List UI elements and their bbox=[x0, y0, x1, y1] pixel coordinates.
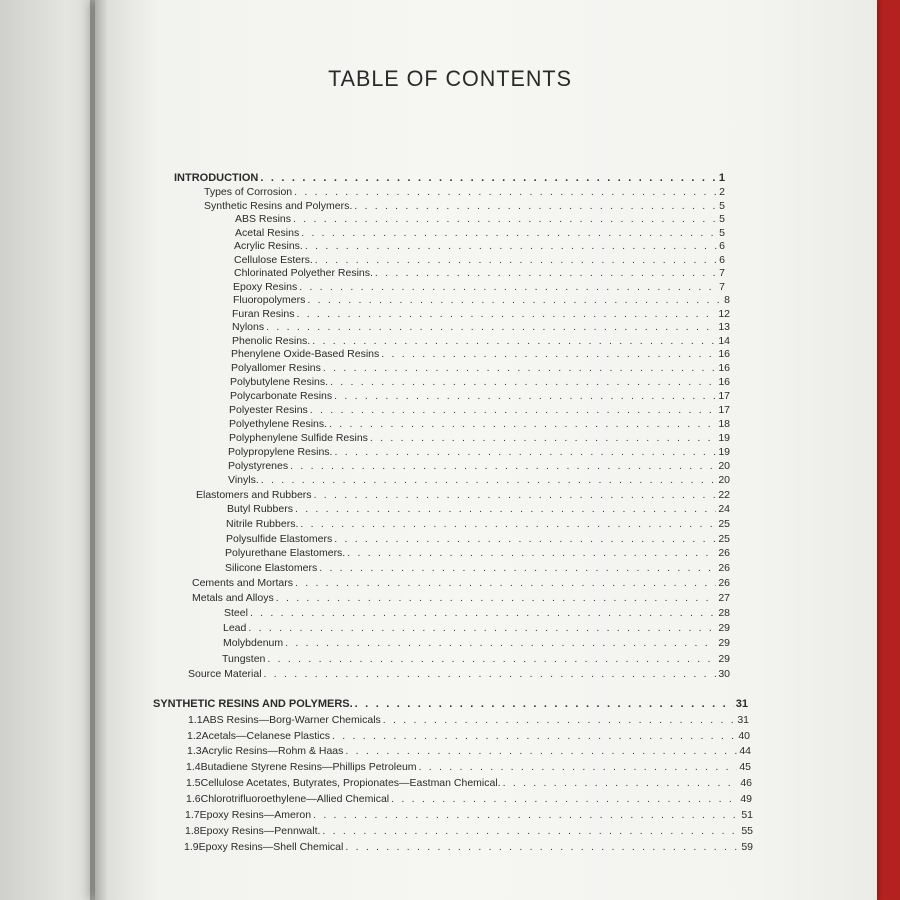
toc-entry bbox=[186, 793, 752, 806]
toc-page-number: 20 bbox=[718, 474, 730, 486]
toc-label: Acrylic Resins. bbox=[234, 240, 303, 252]
leader-dots bbox=[381, 348, 716, 361]
toc-entry bbox=[185, 809, 753, 822]
toc-page-number: 45 bbox=[739, 761, 751, 773]
toc-label: Polypropylene Resins. bbox=[228, 446, 333, 458]
toc-label: Cements and Mortars bbox=[192, 577, 293, 589]
toc-label: Fluoropolymers bbox=[233, 294, 306, 306]
toc-label: Epoxy Resins—Ameron bbox=[199, 809, 312, 821]
toc-page-number: 17 bbox=[718, 404, 730, 416]
toc-label: Phenylene Oxide-Based Resins bbox=[231, 348, 380, 360]
toc-page-number: 30 bbox=[718, 668, 730, 680]
leader-dots bbox=[313, 809, 739, 822]
toc-label: Lead bbox=[223, 622, 247, 634]
toc-entry bbox=[186, 777, 752, 790]
leader-dots bbox=[296, 308, 716, 321]
toc-entry bbox=[226, 518, 730, 531]
toc-label: Types of Corrosion bbox=[204, 186, 293, 198]
leader-dots bbox=[391, 793, 738, 806]
toc-number: 1.5 bbox=[186, 777, 201, 789]
toc-page-number: 27 bbox=[718, 592, 730, 604]
toc-page-number: 5 bbox=[719, 200, 725, 212]
toc-label: Chlorinated Polyether Resins. bbox=[234, 267, 373, 279]
toc-entry bbox=[227, 503, 730, 516]
toc-label: Polyphenylene Sulfide Resins bbox=[229, 432, 368, 444]
toc-number: 1.1 bbox=[188, 714, 203, 726]
toc-page-number: 7 bbox=[719, 281, 725, 293]
toc-entry bbox=[231, 348, 730, 361]
leader-dots bbox=[345, 745, 737, 758]
leader-dots bbox=[323, 362, 716, 375]
toc-heading-synthetic-resins bbox=[153, 698, 748, 711]
toc-page-number: 26 bbox=[718, 547, 730, 559]
toc-label: Epoxy Resins—Shell Chemical bbox=[198, 841, 344, 853]
toc-label: Acetal Resins bbox=[235, 227, 300, 239]
toc-number: 1.9 bbox=[184, 841, 199, 853]
toc-page-number: 16 bbox=[718, 348, 730, 360]
toc-page-number: 46 bbox=[740, 777, 752, 789]
toc-label: Polybutylene Resins. bbox=[230, 376, 329, 388]
toc-entry bbox=[188, 668, 730, 681]
toc-entry bbox=[235, 227, 725, 240]
toc-entry bbox=[223, 622, 730, 635]
leader-dots bbox=[261, 474, 717, 487]
toc-page-number: 59 bbox=[741, 841, 753, 853]
toc-label: Phenolic Resins. bbox=[232, 335, 311, 347]
leader-dots bbox=[299, 281, 717, 294]
toc-label: Polystyrenes bbox=[228, 460, 289, 472]
toc-label: Metals and Alloys bbox=[192, 592, 274, 604]
toc-label: Polysulfide Elastomers bbox=[226, 533, 333, 545]
toc-page-number: 12 bbox=[718, 308, 730, 320]
toc-page-number: 29 bbox=[718, 653, 730, 665]
leader-dots bbox=[310, 404, 717, 417]
page-title: TABLE OF CONTENTS bbox=[328, 66, 572, 91]
toc-number: 1.3 bbox=[187, 745, 202, 757]
toc-entry bbox=[184, 841, 753, 854]
toc-entry bbox=[231, 362, 730, 375]
leader-dots bbox=[314, 489, 717, 502]
toc-label: Source Material bbox=[188, 668, 262, 680]
toc-entry bbox=[226, 533, 730, 546]
toc-label: Molybdenum bbox=[223, 637, 284, 649]
toc-page-number: 1 bbox=[718, 172, 725, 184]
toc-label: Cellulose Acetates, Butyrates, Propionates—Eastman Chemical. bbox=[200, 777, 501, 789]
toc-label: Acrylic Resins—Rohm & Haas bbox=[201, 745, 344, 757]
toc-number: 1.7 bbox=[185, 809, 200, 821]
toc-label: Synthetic Resins and Polymers. bbox=[204, 200, 353, 212]
leader-dots bbox=[290, 460, 716, 473]
leader-dots bbox=[329, 418, 716, 431]
toc-page-number: 26 bbox=[718, 577, 730, 589]
toc-label: Furan Resins bbox=[232, 308, 295, 320]
toc-entry bbox=[232, 308, 730, 321]
toc-page-number: 6 bbox=[719, 254, 725, 266]
toc-entry bbox=[234, 267, 725, 280]
toc-label: Butyl Rubbers bbox=[227, 503, 293, 515]
toc-label: ABS Resins—Borg-Warner Chemicals bbox=[202, 714, 381, 726]
toc-page-number: 28 bbox=[718, 607, 730, 619]
leader-dots bbox=[315, 254, 717, 267]
toc-number: 1.8 bbox=[185, 825, 200, 837]
leader-dots bbox=[334, 390, 716, 403]
toc-entry bbox=[230, 390, 730, 403]
leader-dots bbox=[285, 637, 716, 650]
toc-entry bbox=[234, 240, 725, 253]
toc-entry bbox=[225, 562, 730, 575]
toc-number: 1.4 bbox=[186, 761, 201, 773]
toc-page-number: 31 bbox=[735, 698, 748, 710]
leader-dots bbox=[260, 172, 717, 185]
toc-entry bbox=[204, 186, 725, 199]
toc-page-number: 14 bbox=[718, 335, 730, 347]
toc-entry bbox=[192, 592, 730, 605]
toc-page-number: 24 bbox=[718, 503, 730, 515]
leader-dots bbox=[293, 213, 717, 226]
toc-page-number: 6 bbox=[719, 240, 725, 252]
toc-label: Cellulose Esters. bbox=[234, 254, 313, 266]
leader-dots bbox=[266, 321, 716, 334]
toc-page-number: 49 bbox=[740, 793, 752, 805]
leader-dots bbox=[294, 186, 717, 199]
toc-label: Tungsten bbox=[222, 653, 266, 665]
leader-dots bbox=[322, 825, 739, 838]
leader-dots bbox=[334, 446, 716, 459]
toc-entry bbox=[186, 761, 751, 774]
toc-entry bbox=[196, 489, 730, 502]
toc-page-number: 8 bbox=[724, 294, 730, 306]
toc-page-number: 16 bbox=[718, 362, 730, 374]
toc-entry bbox=[225, 547, 730, 560]
leader-dots bbox=[345, 841, 739, 854]
toc-entry bbox=[223, 637, 730, 650]
toc-label: Epoxy Resins bbox=[233, 281, 298, 293]
toc-heading-introduction bbox=[174, 172, 725, 185]
toc-page-number: 26 bbox=[718, 562, 730, 574]
toc-page-number: 29 bbox=[718, 622, 730, 634]
leader-dots bbox=[307, 294, 722, 307]
toc-label: Polyethylene Resins. bbox=[229, 418, 328, 430]
toc-entry bbox=[224, 607, 730, 620]
toc-label: INTRODUCTION bbox=[174, 172, 259, 184]
leader-dots bbox=[355, 698, 734, 711]
toc-label: Polyurethane Elastomers. bbox=[225, 547, 346, 559]
toc-page-number: 55 bbox=[741, 825, 753, 837]
toc-entry bbox=[229, 418, 730, 431]
toc-entry bbox=[233, 281, 725, 294]
toc-label: Acetals—Celanese Plastics bbox=[201, 730, 330, 742]
leader-dots bbox=[347, 547, 716, 560]
toc-entry bbox=[230, 376, 730, 389]
toc-entry bbox=[232, 321, 730, 334]
toc-entry bbox=[232, 335, 730, 348]
toc-page-number: 19 bbox=[718, 432, 730, 444]
leader-dots bbox=[370, 432, 716, 445]
toc-entry bbox=[233, 294, 730, 307]
leader-dots bbox=[248, 622, 716, 635]
toc-label: Nylons bbox=[232, 321, 265, 333]
leader-dots bbox=[301, 227, 717, 240]
toc-label: Polyester Resins bbox=[229, 404, 308, 416]
leader-dots bbox=[312, 335, 716, 348]
toc-entry bbox=[188, 714, 749, 727]
toc-label: Butadiene Styrene Resins—Phillips Petroleum bbox=[200, 761, 417, 773]
toc-entry bbox=[192, 577, 730, 590]
toc-page-number: 2 bbox=[719, 186, 725, 198]
toc-label: Chlorotrifluoroethylene—Allied Chemical bbox=[200, 793, 390, 805]
leader-dots bbox=[264, 668, 717, 681]
toc-label: Epoxy Resins—Pennwalt. bbox=[199, 825, 321, 837]
leader-dots bbox=[300, 518, 716, 531]
toc-entry bbox=[228, 460, 730, 473]
toc-page-number: 22 bbox=[718, 489, 730, 501]
toc-page-number: 31 bbox=[737, 714, 749, 726]
toc-entry bbox=[229, 432, 730, 445]
leader-dots bbox=[330, 376, 716, 389]
toc-page-number: 19 bbox=[718, 446, 730, 458]
toc-entry bbox=[228, 446, 730, 459]
toc-page-number: 29 bbox=[718, 637, 730, 649]
leader-dots bbox=[267, 653, 716, 666]
leader-dots bbox=[383, 714, 736, 727]
toc-page-number: 25 bbox=[718, 533, 730, 545]
toc-page-number: 13 bbox=[718, 321, 730, 333]
leader-dots bbox=[276, 592, 717, 605]
toc-page-number: 25 bbox=[718, 518, 730, 530]
toc-page-number: 7 bbox=[719, 267, 725, 279]
toc-entry bbox=[222, 653, 730, 666]
toc-page-number: 51 bbox=[741, 809, 753, 821]
toc-page-number: 5 bbox=[719, 227, 725, 239]
toc-entry bbox=[187, 745, 751, 758]
toc-label: Silicone Elastomers bbox=[225, 562, 318, 574]
toc-label: SYNTHETIC RESINS AND POLYMERS. bbox=[153, 698, 353, 710]
leader-dots bbox=[354, 200, 717, 213]
toc-label: Nitrile Rubbers. bbox=[226, 518, 299, 530]
toc-label: Polyallomer Resins bbox=[231, 362, 321, 374]
toc-page-number: 20 bbox=[718, 460, 730, 472]
leader-dots bbox=[295, 503, 716, 516]
toc-page-number: 44 bbox=[739, 745, 751, 757]
toc-number: 1.6 bbox=[186, 793, 201, 805]
toc-page-number: 18 bbox=[718, 418, 730, 430]
toc-label: Elastomers and Rubbers bbox=[196, 489, 312, 501]
leader-dots bbox=[375, 267, 717, 280]
leader-dots bbox=[334, 533, 716, 546]
leader-dots bbox=[503, 777, 739, 790]
leader-dots bbox=[332, 730, 736, 743]
toc-label: Steel bbox=[224, 607, 248, 619]
toc-label: Vinyls. bbox=[228, 474, 259, 486]
leader-dots bbox=[305, 240, 717, 253]
toc-label: Polycarbonate Resins bbox=[230, 390, 333, 402]
toc-entry bbox=[185, 825, 753, 838]
leader-dots bbox=[250, 607, 716, 620]
toc-page-number: 40 bbox=[738, 730, 750, 742]
toc-entry bbox=[234, 254, 725, 267]
toc-label: ABS Resins bbox=[235, 213, 292, 225]
toc-entry bbox=[228, 474, 730, 487]
leader-dots bbox=[295, 577, 716, 590]
toc-entry bbox=[204, 200, 725, 213]
toc-page-number: 16 bbox=[718, 376, 730, 388]
toc-entry bbox=[235, 213, 725, 226]
toc-number: 1.2 bbox=[187, 730, 202, 742]
toc-entry bbox=[229, 404, 730, 417]
toc-page-number: 5 bbox=[719, 213, 725, 225]
toc-entry bbox=[187, 730, 750, 743]
toc-page-number: 17 bbox=[718, 390, 730, 402]
leader-dots bbox=[419, 761, 738, 774]
leader-dots bbox=[319, 562, 716, 575]
